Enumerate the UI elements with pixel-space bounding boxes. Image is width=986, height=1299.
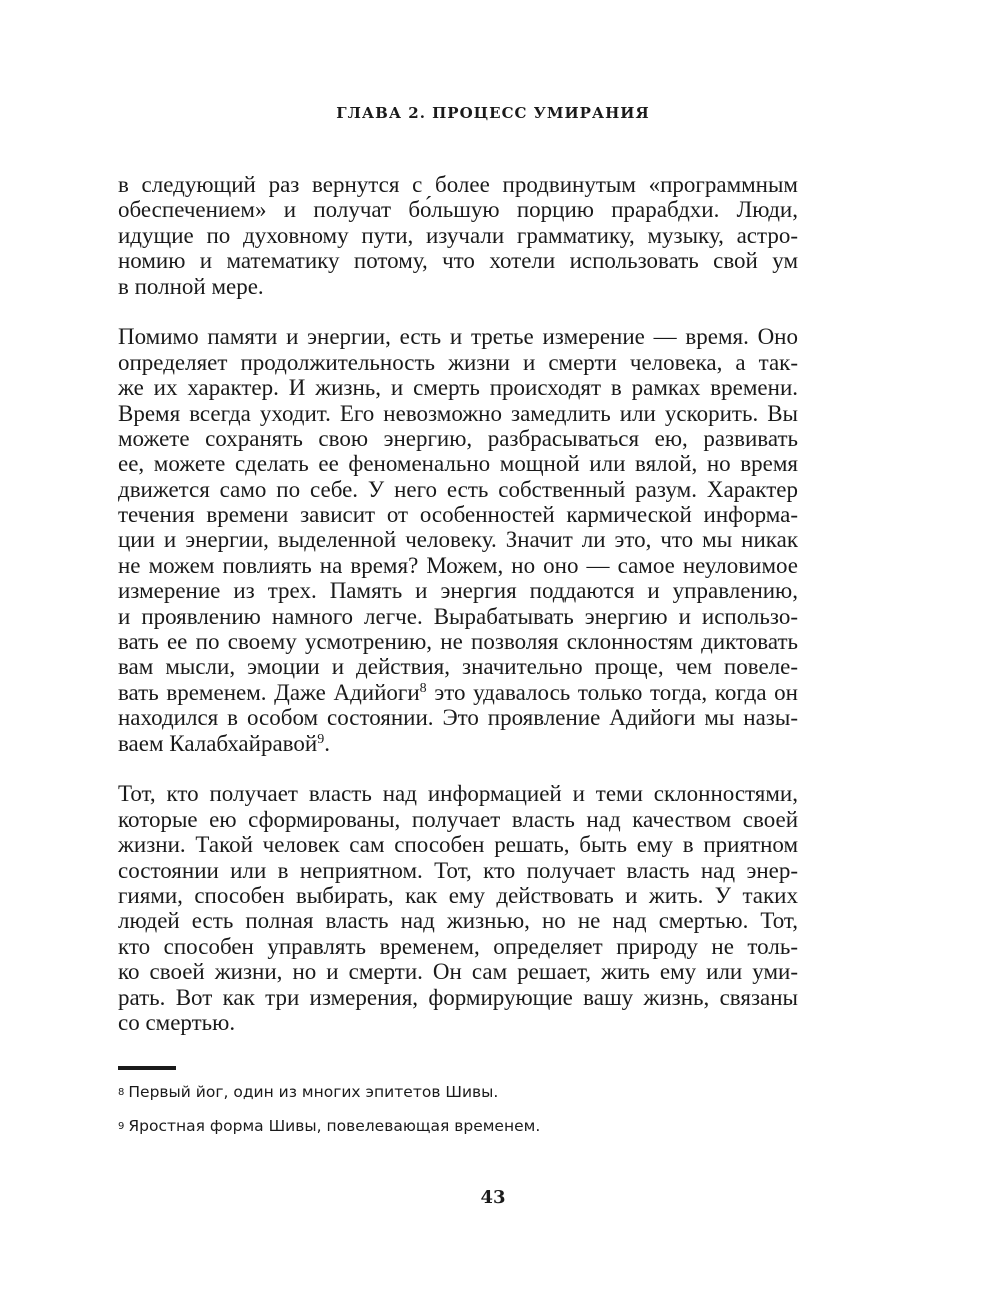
footnote-ref-9[interactable]: 9	[317, 731, 325, 747]
text-line: Время всегда уходит. Его невозможно замедлить или ускорить. Вы	[118, 400, 798, 426]
footnote-text: Первый йог, один из многих эпитетов Шивы.	[128, 1083, 499, 1101]
text-line: гиями, способен выбирать, как ему действовать и жить. У таких	[118, 882, 798, 908]
text-line: которые ею сформированы, получает власть над качеством своей	[118, 806, 798, 832]
text-line-with-footnote	[118, 731, 798, 756]
running-head: ГЛАВА 2. ПРОЦЕСС УМИРАНИЯ	[336, 104, 650, 122]
text-line: кто способен управлять временем, определяет природу не толь-	[118, 933, 798, 959]
text-line: не можем повлиять на время? Можем, но оно — самое неуловимое	[118, 552, 798, 578]
body-text	[118, 172, 798, 1061]
paragraph-3	[118, 781, 798, 1035]
text-line: идущие по духовному пути, изучали грамматику, музыку, астро-	[118, 222, 798, 248]
footnote-8	[118, 1081, 798, 1103]
footnote-number: 9	[118, 1121, 125, 1132]
text-line: ее, можете сделать ее феноменально мощной или вялой, но время	[118, 451, 798, 477]
text-line: измерение из трех. Память и энергия поддаются и управлению,	[118, 578, 798, 604]
text-segment: ваем Калабхайравой	[118, 730, 318, 756]
text-line: состоянии или в неприятном. Тот, кто получает власть над энер-	[118, 857, 798, 883]
paragraph-2	[118, 324, 798, 756]
footnote-number: 8	[118, 1087, 125, 1098]
text-line: движется само по себе. У него есть собственный разум. Характер	[118, 476, 798, 502]
text-line: Помимо памяти и энергии, есть и третье измерение — время. Оно	[118, 324, 798, 350]
paragraph-1	[118, 172, 798, 299]
text-line: и проявлению намного легче. Вырабатывать энергию и использо-	[118, 603, 798, 629]
footnotes	[118, 1081, 798, 1149]
text-line: ко своей жизни, но и смерти. Он сам решает, жить ему или уми-	[118, 959, 798, 985]
text-line: ции и энергии, выделенной человеку. Значит ли это, что мы никак	[118, 527, 798, 553]
footnote-text: Яростная форма Шивы, повелевающая временем.	[128, 1117, 541, 1135]
text-line: номию и математику потому, что хотели использовать свой ум	[118, 248, 798, 274]
text-line: обеспечением» и получат бо́льшую порцию прарабдхи. Люди,	[118, 197, 798, 223]
text-line-with-footnote	[118, 680, 798, 705]
text-line: течения времени зависит от особенностей кармической информа-	[118, 502, 798, 528]
text-line: находился в особом состоянии. Это проявление Адийоги мы назы-	[118, 705, 798, 731]
text-segment: это удавалось только тогда, когда он	[426, 679, 798, 705]
page-number: 43	[480, 1187, 506, 1208]
text-segment: вать временем. Даже Адийоги	[118, 679, 420, 705]
footnote-divider	[118, 1066, 176, 1070]
text-line: Тот, кто получает власть над информацией и теми склонностями,	[118, 781, 798, 807]
footnote-ref-8[interactable]: 8	[419, 680, 427, 696]
text-line: можете сохранять свою энергию, разбрасываться ею, развивать	[118, 425, 798, 451]
text-line: жизни. Такой человек сам способен решать, быть ему в приятном	[118, 832, 798, 858]
text-line: же их характер. И жизнь, и смерть происходят в рамках времени.	[118, 375, 798, 401]
text-line: вать ее по своему усмотрению, не позволяя склонностям диктовать	[118, 629, 798, 655]
text-line: в полной мере.	[118, 273, 264, 299]
footnote-9	[118, 1115, 798, 1137]
text-line: в следующий раз вернутся с более продвинутым «программным	[118, 172, 798, 197]
text-line: определяет продолжительность жизни и смерти человека, а так-	[118, 349, 798, 375]
text-line: людей есть полная власть над жизнью, но не над смертью. Тот,	[118, 908, 798, 934]
text-line: рать. Вот как три измерения, формирующие вашу жизнь, связаны	[118, 984, 798, 1010]
text-segment: .	[324, 730, 330, 756]
text-line: со смертью.	[118, 1009, 236, 1035]
text-line: вам мысли, эмоции и действия, значительно проще, чем повеле-	[118, 654, 798, 680]
